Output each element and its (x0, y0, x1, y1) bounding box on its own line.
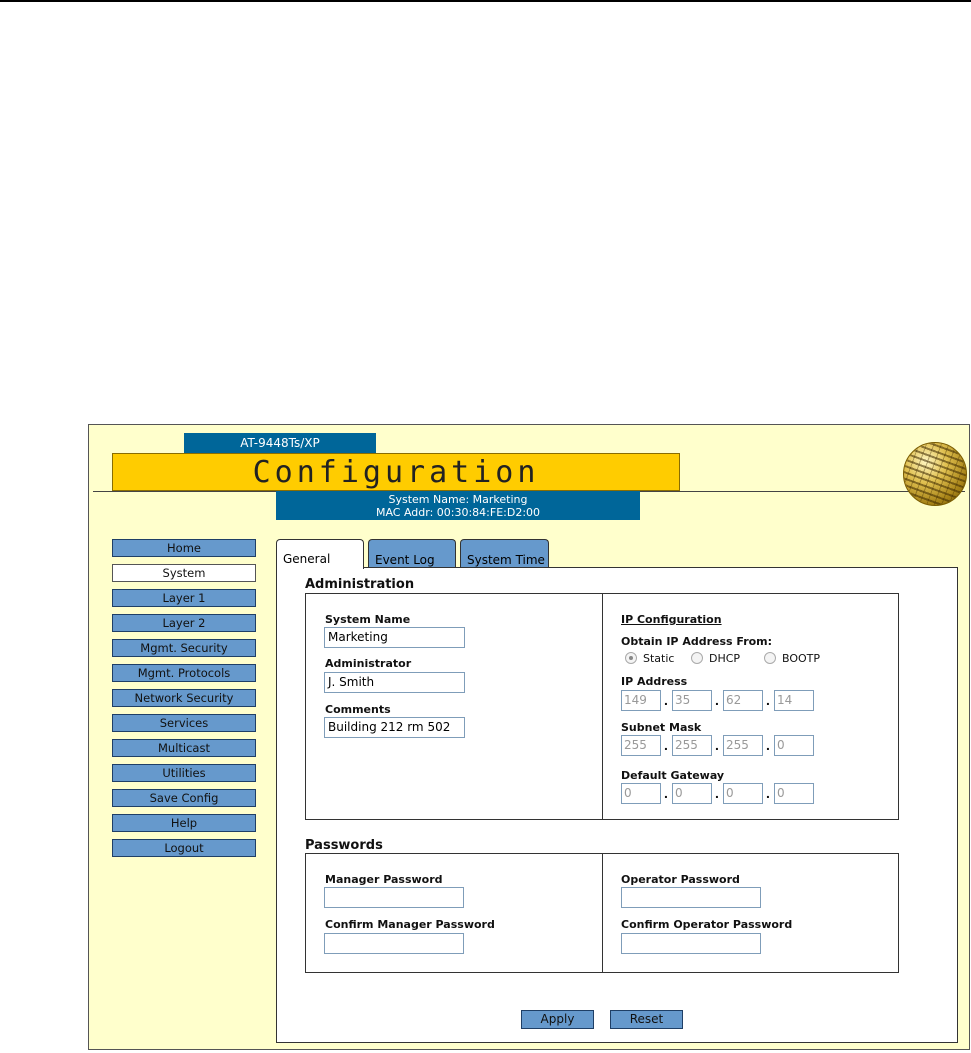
static-radio[interactable] (625, 652, 637, 664)
default-gateway-label: Default Gateway (621, 769, 725, 782)
apply-button[interactable]: Apply (521, 1010, 594, 1029)
globe-logo-icon (903, 442, 967, 506)
nav-save-config-button[interactable]: Save Config (112, 789, 256, 807)
page-title: Configuration (252, 455, 540, 490)
bootp-radio-label: BOOTP (782, 652, 821, 665)
confirm-manager-password-field[interactable] (324, 933, 464, 954)
passwords-heading: Passwords (305, 838, 383, 853)
administration-heading: Administration (305, 577, 415, 592)
confirm-operator-password-field[interactable] (621, 933, 761, 954)
ip-configuration-heading: IP Configuration (621, 613, 722, 626)
obtain-ip-label: Obtain IP Address From: (621, 635, 773, 648)
mask-octet-3[interactable]: 255 (723, 735, 763, 756)
comments-field[interactable]: Building 212 rm 502 (324, 717, 465, 738)
operator-password-field[interactable] (621, 887, 761, 908)
nav-layer1-button[interactable]: Layer 1 (112, 589, 256, 607)
ip-dot: . (766, 692, 770, 708)
nav-network-security-button[interactable]: Network Security (112, 689, 256, 707)
nav-system-button[interactable]: System (112, 564, 256, 582)
gateway-octet-2[interactable]: 0 (672, 783, 712, 804)
mac-address-line: MAC Addr: 00:30:84:FE:D2:00 (375, 506, 541, 519)
nav-mgmt-protocols-button[interactable]: Mgmt. Protocols (112, 664, 256, 682)
mask-octet-1[interactable]: 255 (621, 735, 661, 756)
system-name-line: System Name: Marketing (388, 493, 528, 506)
tab-system-time[interactable]: System Time (460, 539, 549, 567)
gateway-dot: . (664, 785, 668, 801)
administrator-label: Administrator (325, 657, 412, 670)
dhcp-radio-label: DHCP (709, 652, 741, 665)
manager-password-field[interactable] (324, 887, 464, 908)
passwords-divider (602, 853, 603, 973)
mask-octet-2[interactable]: 255 (672, 735, 712, 756)
administration-divider (602, 593, 603, 820)
system-info-banner (276, 491, 640, 520)
reset-button[interactable]: Reset (610, 1010, 683, 1029)
administrator-field[interactable]: J. Smith (324, 672, 465, 693)
ip-octet-3[interactable]: 62 (723, 690, 763, 711)
system-name-label: System Name (325, 613, 411, 626)
ip-dot: . (664, 692, 668, 708)
model-label: AT-9448Ts/XP (184, 433, 376, 453)
dhcp-radio[interactable] (691, 652, 703, 664)
nav-multicast-button[interactable]: Multicast (112, 739, 256, 757)
ip-dot: . (715, 692, 719, 708)
top-rule (0, 0, 971, 2)
gateway-dot: . (766, 785, 770, 801)
nav-utilities-button[interactable]: Utilities (112, 764, 256, 782)
nav-layer2-button[interactable]: Layer 2 (112, 614, 256, 632)
operator-password-label: Operator Password (621, 873, 740, 886)
bootp-radio[interactable] (764, 652, 776, 664)
ip-octet-4[interactable]: 14 (774, 690, 814, 711)
mask-octet-4[interactable]: 0 (774, 735, 814, 756)
ip-address-label: IP Address (621, 675, 688, 688)
gateway-octet-4[interactable]: 0 (774, 783, 814, 804)
nav-logout-button[interactable]: Logout (112, 839, 256, 857)
static-radio-label: Static (643, 652, 675, 665)
ip-octet-2[interactable]: 35 (672, 690, 712, 711)
sidebar-nav (112, 539, 256, 864)
gateway-octet-3[interactable]: 0 (723, 783, 763, 804)
nav-mgmt-security-button[interactable]: Mgmt. Security (112, 639, 256, 657)
confirm-manager-password-label: Confirm Manager Password (325, 918, 495, 931)
manager-password-label: Manager Password (325, 873, 443, 886)
confirm-operator-password-label: Confirm Operator Password (621, 918, 793, 931)
gateway-dot: . (715, 785, 719, 801)
nav-services-button[interactable]: Services (112, 714, 256, 732)
mask-dot: . (715, 737, 719, 753)
tab-general[interactable]: General (276, 539, 364, 569)
nav-help-button[interactable]: Help (112, 814, 256, 832)
gateway-octet-1[interactable]: 0 (621, 783, 661, 804)
system-name-field[interactable]: Marketing (324, 627, 465, 648)
mask-dot: . (766, 737, 770, 753)
comments-label: Comments (325, 703, 391, 716)
mask-dot: . (664, 737, 668, 753)
tab-event-log[interactable]: Event Log (368, 539, 456, 567)
ip-octet-1[interactable]: 149 (621, 690, 661, 711)
nav-home-button[interactable]: Home (112, 539, 256, 557)
subnet-mask-label: Subnet Mask (621, 721, 702, 734)
page-title-bar (112, 453, 680, 491)
